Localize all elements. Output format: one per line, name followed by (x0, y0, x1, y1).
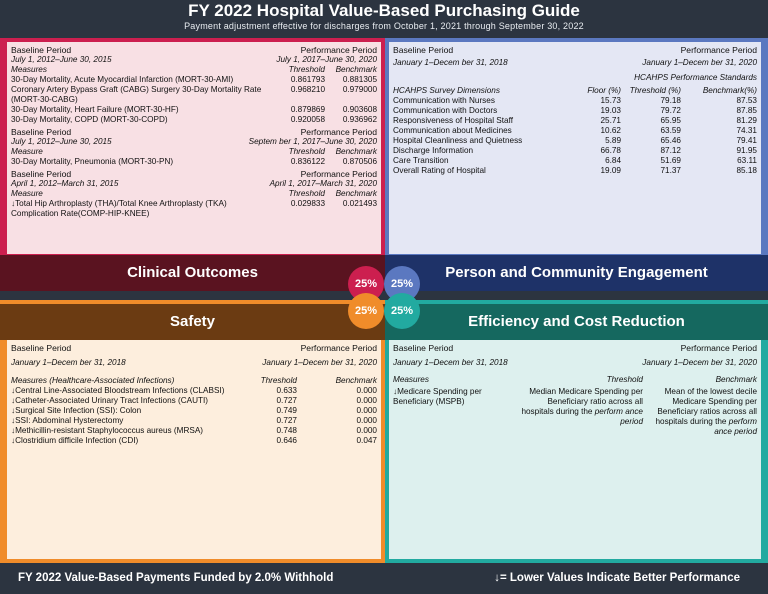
baseline-label: Baseline Period (11, 343, 72, 353)
performance-label: Performance Period (680, 45, 757, 55)
measures-label: Measures (393, 375, 429, 384)
measure-row: 30-Day Mortality, Pneumonia (MORT-30-PN) 0.836122 0.870506 (11, 157, 377, 166)
lower-better-icon: ↓ (393, 387, 398, 396)
header (0, 0, 768, 38)
lower-better-icon: ↓ (11, 199, 16, 208)
clinical-outcomes-quadrant (0, 38, 385, 291)
performance-label: Performance Period (300, 169, 377, 179)
hcahps-row: Communication with Nurses 15.73 79.18 87.53 (393, 96, 757, 105)
hcahps-row: Care Transition 6.84 51.69 63.11 (393, 156, 757, 165)
safety-title: Safety (0, 304, 385, 340)
performance-period: July 1, 2017–June 30, 2020 (276, 55, 377, 64)
hcahps-row: Communication with Doctors 19.03 79.72 87.85 (393, 106, 757, 115)
footer-legend: ↓= Lower Values Indicate Better Performance (494, 572, 740, 584)
measure-row: 30-Day Mortality, Heart Failure (MORT-30-HF) 0.879869 0.903608 (11, 105, 377, 114)
performance-period: Septem ber 1, 2017–June 30, 2020 (248, 137, 377, 146)
hcahps-row: Hospital Cleanliness and Quietness 5.89 65.46 79.41 (393, 136, 757, 145)
person-weight-badge: 25% (384, 266, 420, 302)
person-panel (389, 42, 761, 254)
hcahps-row: Communication about Medicines 10.62 63.59 74.31 (393, 126, 757, 135)
footer-funding-note: FY 2022 Value-Based Payments Funded by 2.0% Withhold (18, 572, 334, 584)
safety-panel (7, 340, 381, 559)
performance-label: Performance Period (300, 127, 377, 137)
col-floor: Floor (%) (587, 86, 621, 95)
clinical-weight-badge: 25% (348, 266, 384, 302)
hcahps-row: Overall Rating of Hospital 19.09 71.37 85.18 (393, 166, 757, 175)
page-subtitle: Payment adjustment effective for discharges from October 1, 2021 through September 30, 2022 (184, 21, 584, 31)
measure-row: ↓SSI: Abdominal Hysterectomy 0.727 0.000 (11, 416, 377, 425)
mspb-benchmark: Mean of the lowest decile Medicare Spending per Beneficiary ratios across all hospitals during the perform ance period (655, 387, 757, 436)
col-threshold: Threshold (%) (629, 86, 681, 95)
col-benchmark: Benchmark(%) (702, 86, 757, 95)
hcahps-standards-title: HCAHPS Performance Standards (634, 73, 757, 82)
efficiency-weight-badge: 25% (384, 293, 420, 329)
baseline-label: Baseline Period (393, 343, 454, 353)
benchmark-label: Benchmark (335, 189, 377, 198)
lower-better-icon: ↓ (11, 416, 16, 425)
lower-better-icon: ↓ (11, 426, 16, 435)
baseline-label: Baseline Period (11, 45, 72, 55)
measure-row: ↓Surgical Site Infection (SSI): Colon 0.749 0.000 (11, 406, 377, 415)
safety-quadrant (0, 300, 385, 563)
measure-row: 30-Day Mortality, Acute Myocardial Infarction (MORT-30-AMI) 0.861793 0.881305 (11, 75, 377, 84)
measures-label: Measures (11, 65, 47, 74)
measures-label: Measures (Healthcare-Associated Infections) (11, 376, 175, 385)
benchmark-label: Benchmark (335, 147, 377, 156)
measure-row: Coronary Artery Bypass Graft (CABG) Surgery 30-Day Mortality Rate (MORT-30-CABG) 0.968210 0.979000 (11, 85, 377, 104)
performance-label: Performance Period (680, 343, 757, 353)
hcahps-row: Discharge Information 66.78 87.12 91.95 (393, 146, 757, 155)
person-community-title: Person and Community Engagement (385, 255, 768, 291)
measure-row: ↓Total Hip Arthroplasty (THA)/Total Knee Arthroplasty (TKA) Complication Rate(COMP-HIP-KNEE) 0.029833 0.021493 (11, 199, 377, 218)
threshold-label: Threshold (288, 65, 325, 74)
clinical-outcomes-title: Clinical Outcomes (0, 255, 385, 291)
threshold-label: Threshold (288, 147, 325, 156)
baseline-period: January 1–Decem ber 31, 2018 (393, 58, 508, 67)
measure-row: ↓Clostridium difficile Infection (CDI) 0.646 0.047 (11, 436, 377, 445)
lower-better-icon: ↓ (11, 436, 16, 445)
baseline-period: April 1, 2012–March 31, 2015 (11, 179, 119, 188)
lower-better-icon: ↓ (11, 406, 16, 415)
benchmark-label: Benchmark (335, 376, 377, 385)
lower-better-icon: ↓ (11, 396, 16, 405)
baseline-period: January 1–Decem ber 31, 2018 (393, 358, 508, 367)
benchmark-label: Benchmark (715, 375, 757, 384)
measure-label: Measure (11, 189, 43, 198)
person-community-quadrant (385, 38, 768, 291)
baseline-label: Baseline Period (393, 45, 454, 55)
threshold-label: Threshold (606, 375, 643, 384)
baseline-label: Baseline Period (11, 169, 72, 179)
mspb-measure: ↓Medicare Spending per Beneficiary (MSPB) (393, 387, 482, 406)
performance-label: Performance Period (300, 45, 377, 55)
efficiency-panel (389, 340, 761, 559)
measure-row: ↓Methicillin-resistant Staphylococcus aureus (MRSA) 0.748 0.000 (11, 426, 377, 435)
page-title: FY 2022 Hospital Value-Based Purchasing Guide (188, 1, 580, 20)
baseline-label: Baseline Period (11, 127, 72, 137)
measure-row: ↓Catheter-Associated Urinary Tract Infections (CAUTI) 0.727 0.000 (11, 396, 377, 405)
performance-label: Performance Period (300, 343, 377, 353)
performance-period: January 1–Decem ber 31, 2020 (262, 358, 377, 367)
safety-weight-badge: 25% (348, 293, 384, 329)
baseline-period: July 1, 2012–June 30, 2015 (11, 55, 112, 64)
threshold-label: Threshold (288, 189, 325, 198)
baseline-period: July 1, 2012–June 30, 2015 (11, 137, 112, 146)
clinical-panel (7, 42, 381, 254)
lower-better-icon: ↓ (11, 386, 16, 395)
hcahps-row: Responsiveness of Hospital Staff 25.71 65.95 81.29 (393, 116, 757, 125)
col-dimension: HCAHPS Survey Dimensions (393, 86, 500, 95)
measure-label: Measure (11, 147, 43, 156)
performance-period: January 1–Decem ber 31, 2020 (642, 58, 757, 67)
performance-period: January 1–Decem ber 31, 2020 (642, 358, 757, 367)
performance-period: April 1, 2017–March 31, 2020 (269, 179, 377, 188)
measure-row: ↓Central Line-Associated Bloodstream Infections (CLABSI) 0.633 0.000 (11, 386, 377, 395)
measure-row: 30-Day Mortality, COPD (MORT-30-COPD) 0.920058 0.936962 (11, 115, 377, 124)
efficiency-quadrant (385, 300, 768, 563)
efficiency-title: Efficiency and Cost Reduction (385, 304, 768, 340)
benchmark-label: Benchmark (335, 65, 377, 74)
baseline-period: January 1–Decem ber 31, 2018 (11, 358, 126, 367)
mspb-threshold: Median Medicare Spending per Beneficiary ratio across all hospitals during the perform ance period (521, 387, 643, 426)
threshold-label: Threshold (260, 376, 297, 385)
footer (0, 563, 768, 594)
